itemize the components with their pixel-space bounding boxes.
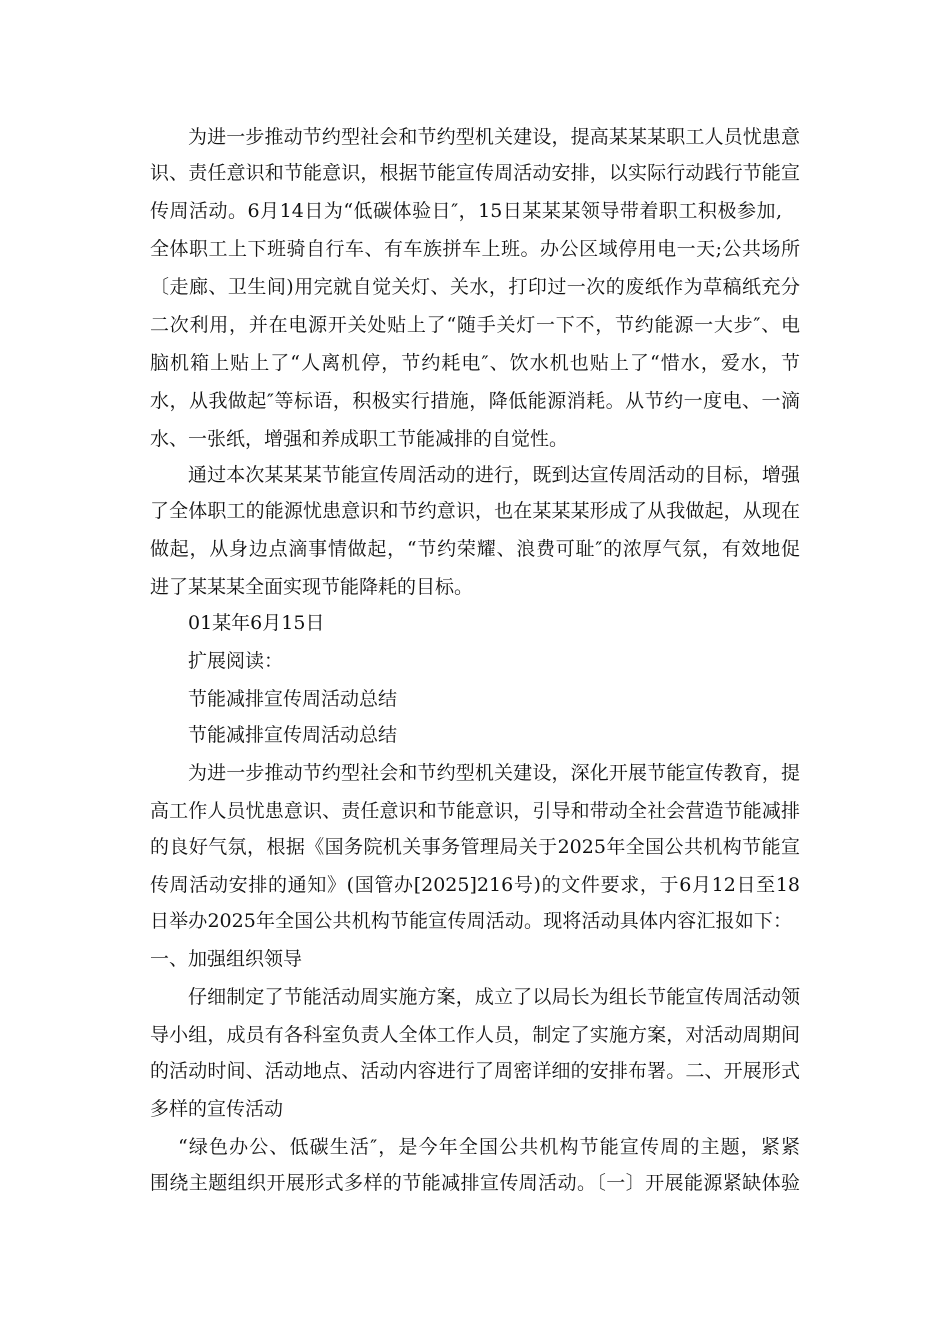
paragraph-line: 水，从我做起″等标语，积极实行措施，降低能源消耗。从节约一度电、一滴 xyxy=(150,390,800,412)
paragraph-line: “绿色办公、低碳生活″，是今年全国公共机构节能宣传周的主题，紧紧 xyxy=(178,1136,800,1158)
paragraph-line: 导小组，成员有各科室负责人全体工作人员，制定了实施方案，对活动周期间 xyxy=(150,1024,800,1046)
paragraph-line: 仔细制定了节能活动周实施方案，成立了以局长为组长节能宣传周活动领 xyxy=(188,986,800,1008)
heading-line: 一、加强组织领导 xyxy=(150,948,303,970)
section-title: 节能减排宣传周活动总结 xyxy=(188,724,398,746)
paragraph-line: 围绕主题组织开展形式多样的节能减排宣传周活动。〔一〕开展能源紧缺体验 xyxy=(150,1172,800,1194)
paragraph-line: 通过本次某某某节能宣传周活动的进行，既到达宣传周活动的目标，增强 xyxy=(188,464,800,486)
paragraph-line: 进了某某某全面实现节能降耗的目标。 xyxy=(150,576,474,598)
paragraph-line: 脑机箱上贴上了“人离机停，节约耗电″、饮水机也贴上了“惜水，爱水，节 xyxy=(150,352,800,374)
paragraph-line: 传周活动。6月14日为“低碳体验日″，15日某某某领导带着职工积极参加, xyxy=(150,200,782,222)
paragraph-line: 为进一步推动节约型社会和节约型机关建设，深化开展节能宣传教育，提 xyxy=(188,762,800,784)
paragraph-line: 传周活动安排的通知》(国管办[2025]216号)的文件要求，于6月12日至18 xyxy=(150,874,800,896)
extended-reading-label: 扩展阅读： xyxy=(188,650,284,672)
paragraph-line: 多样的宣传活动 xyxy=(150,1098,284,1120)
paragraph-line: 高工作人员忧患意识、责任意识和节能意识，引导和带动全社会营造节能减排 xyxy=(150,800,800,822)
paragraph-line: 水、一张纸，增强和养成职工节能减排的自觉性。 xyxy=(150,428,569,450)
paragraph-line: 的良好气氛，根据《国务院机关事务管理局关于2025年全国公共机构节能宣 xyxy=(150,836,800,858)
paragraph-line: 日举办2025年全国公共机构节能宣传周活动。现将活动具体内容汇报如下： xyxy=(150,910,792,932)
paragraph-line: 了全体职工的能源忧患意识和节约意识，也在某某某形成了从我做起，从现在 xyxy=(150,500,800,522)
date-line: 01某年6月15日 xyxy=(188,612,325,634)
paragraph-line: 〔走廊、卫生间)用完就自觉关灯、关水，打印过一次的废纸作为草稿纸充分 xyxy=(150,276,800,298)
paragraph-line: 识、责任意识和节能意识，根据节能宣传周活动安排，以实际行动践行节能宣 xyxy=(150,162,800,184)
paragraph-line: 的活动时间、活动地点、活动内容进行了周密详细的安排布署。二、开展形式 xyxy=(150,1060,800,1082)
paragraph-line: 二次利用，并在电源开关处贴上了“随手关灯一下不，节约能源一大步″、电 xyxy=(150,314,800,336)
paragraph-line: 为进一步推动节约型社会和节约型机关建设，提高某某某职工人员忧患意 xyxy=(188,126,800,148)
paragraph-line: 全体职工上下班骑自行车、有车族拼车上班。办公区域停用电一天;公共场所 xyxy=(150,238,800,260)
section-title: 节能减排宣传周活动总结 xyxy=(188,688,398,710)
paragraph-line: 做起，从身边点滴事情做起，“节约荣耀、浪费可耻″的浓厚气氛，有效地促 xyxy=(150,538,800,560)
